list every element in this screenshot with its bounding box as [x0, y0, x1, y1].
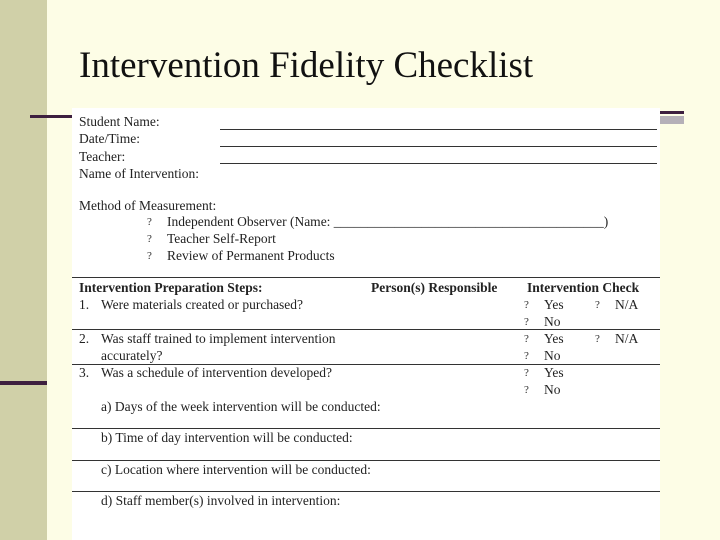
- check-icon: ?: [524, 367, 529, 379]
- accent-right-dark: [658, 111, 684, 114]
- check-icon: ?: [524, 350, 529, 362]
- row-1-text: Were materials created or purchased?: [101, 297, 304, 312]
- row-2-text-cont: accurately?: [101, 348, 163, 363]
- teacher-label: Teacher:: [79, 149, 126, 164]
- measurement-option-self-report: Teacher Self-Report: [167, 231, 276, 246]
- measurement-option-observer: Independent Observer (Name: ________________________________________): [167, 214, 609, 229]
- row-1-no: No: [544, 314, 561, 329]
- header-check: Intervention Check: [527, 280, 640, 295]
- student-name-label: Student Name:: [79, 114, 160, 129]
- check-icon: ?: [595, 299, 600, 311]
- teacher-line: [220, 163, 657, 164]
- check-icon: ?: [524, 316, 529, 328]
- sub-item-days: a) Days of the week intervention will be conducted:: [101, 399, 381, 414]
- student-name-line: [220, 129, 657, 130]
- header-steps: Intervention Preparation Steps:: [79, 280, 263, 295]
- accent-right-gray: [658, 116, 684, 124]
- check-icon: ?: [524, 299, 529, 311]
- row-3-yes: Yes: [544, 365, 564, 380]
- bullet-icon: ?: [147, 233, 152, 245]
- sub-item-a-rule: [72, 428, 660, 429]
- table-top-rule: [72, 277, 660, 278]
- accent-line: [30, 115, 72, 118]
- sub-item-c-rule: [72, 491, 660, 492]
- row-3-no: No: [544, 382, 561, 397]
- row-1-num: 1.: [79, 297, 90, 312]
- sub-item-staff: d) Staff member(s) involved in intervention:: [101, 493, 341, 508]
- date-time-line: [220, 146, 657, 147]
- measurement-option-permanent-products: Review of Permanent Products: [167, 248, 335, 263]
- bullet-icon: ?: [147, 216, 152, 228]
- date-time-label: Date/Time:: [79, 131, 141, 146]
- header-responsible: Person(s) Responsible: [371, 280, 498, 295]
- sub-item-b-rule: [72, 460, 660, 461]
- row-1-yes: Yes: [544, 297, 564, 312]
- left-decor-bar: [0, 0, 47, 540]
- row-1-rule: [72, 329, 660, 330]
- row-2-num: 2.: [79, 331, 90, 346]
- row-2-na: N/A: [615, 331, 639, 346]
- check-icon: ?: [524, 333, 529, 345]
- sub-item-time: b) Time of day intervention will be conducted:: [101, 430, 353, 445]
- check-icon: ?: [524, 384, 529, 396]
- accent-line-bottom: [0, 381, 47, 385]
- row-2-text: Was staff trained to implement intervention: [101, 331, 336, 346]
- sub-item-location: c) Location where intervention will be conducted:: [101, 462, 371, 477]
- checklist-document: [72, 108, 660, 540]
- check-icon: ?: [595, 333, 600, 345]
- bullet-icon: ?: [147, 250, 152, 262]
- row-3-text: Was a schedule of intervention developed?: [101, 365, 332, 380]
- intervention-name-label: Name of Intervention:: [79, 166, 199, 181]
- row-2-no: No: [544, 348, 561, 363]
- slide-title: Intervention Fidelity Checklist: [79, 45, 534, 86]
- row-1-na: N/A: [615, 297, 639, 312]
- row-2-yes: Yes: [544, 331, 564, 346]
- measurement-label: Method of Measurement:: [79, 198, 217, 213]
- row-3-num: 3.: [79, 365, 90, 380]
